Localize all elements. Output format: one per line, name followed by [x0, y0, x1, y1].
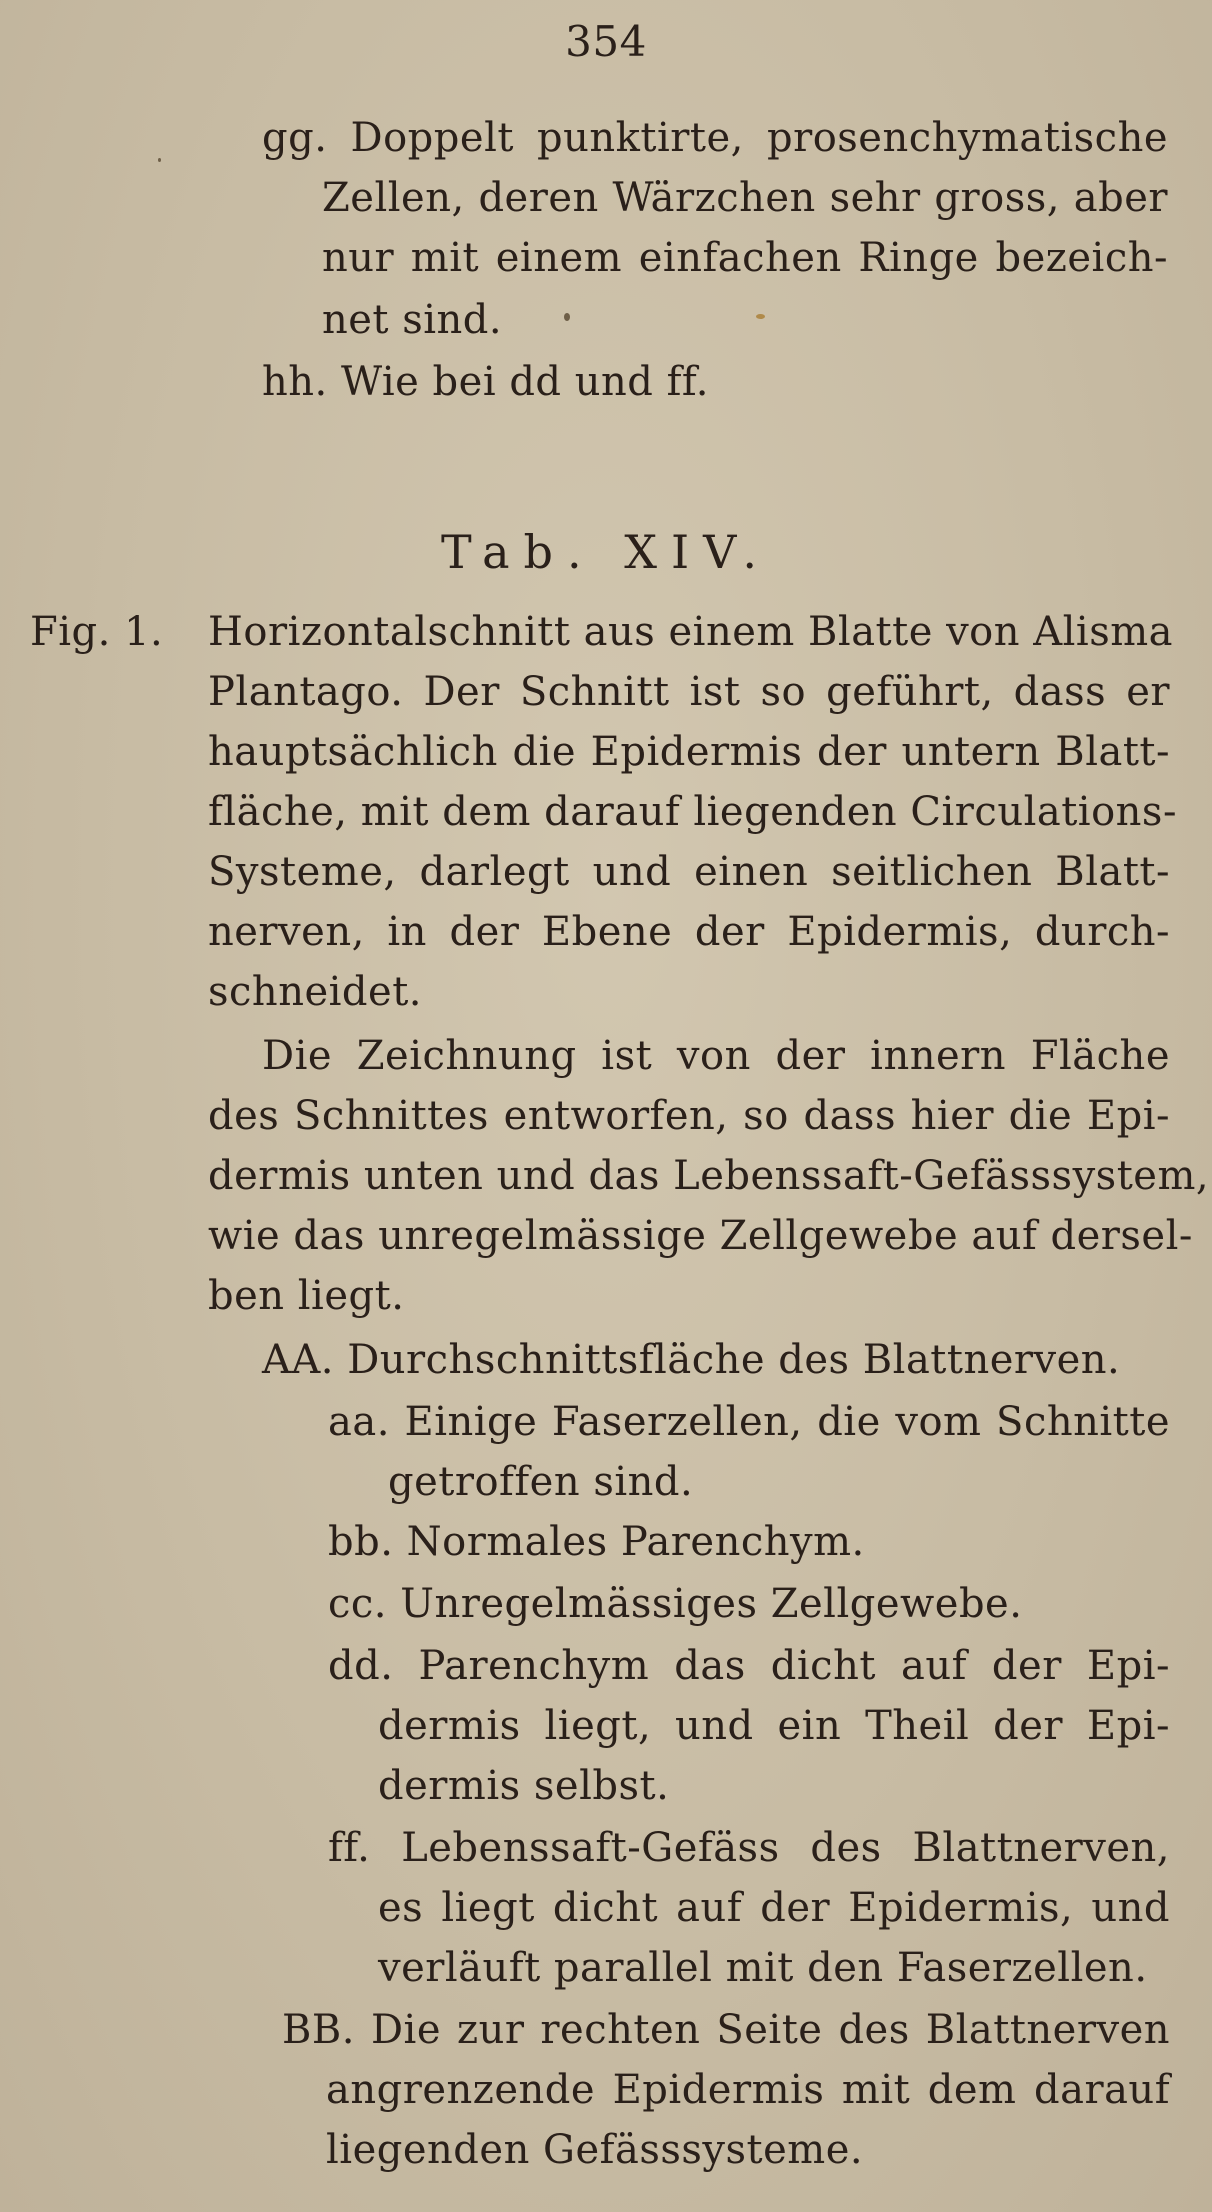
figure-label: Fig. 1.	[30, 609, 164, 655]
text-line: getroffen sind.	[388, 1459, 694, 1505]
text-line: verläuft parallel mit den Faserzellen.	[378, 1945, 1148, 1991]
text-line: aa. Einige Faserzellen, die vom Schnitte	[328, 1399, 1170, 1445]
text-line: hh. Wie bei dd und ff.	[262, 359, 709, 405]
text-line: Systeme, darlegt und einen seitlichen Blatt-	[208, 849, 1170, 895]
text-line: es liegt dicht auf der Epidermis, und	[378, 1885, 1170, 1931]
page-number: 354	[565, 17, 647, 66]
text-line: wie das unregelmässige Zellgewebe auf dersel-	[208, 1213, 1193, 1259]
text-line: AA. Durchschnittsfläche des Blattnerven.	[262, 1337, 1121, 1383]
text-line: dd. Parenchym das dicht auf der Epi-	[328, 1643, 1170, 1689]
text-line: angrenzende Epidermis mit dem darauf	[326, 2067, 1170, 2113]
text-line: BB. Die zur rechten Seite des Blattnerven	[282, 2007, 1170, 2053]
ink-speck	[158, 158, 161, 162]
text-line: ff. Lebenssaft-Gefäss des Blattnerven,	[328, 1825, 1170, 1871]
text-line: Horizontalschnitt aus einem Blatte von Alisma	[208, 609, 1174, 655]
text-line: Zellen, deren Wärzchen sehr gross, aber	[322, 175, 1168, 221]
text-line: nerven, in der Ebene der Epidermis, durch-	[208, 909, 1170, 955]
text-line: gg. Doppelt punktirte, prosenchymatische	[262, 115, 1168, 161]
text-line: dermis unten und das Lebenssaft-Gefässsystem,	[208, 1153, 1210, 1199]
text-line: des Schnittes entworfen, so dass hier die Epi-	[208, 1093, 1170, 1139]
text-line: fläche, mit dem darauf liegenden Circulations-	[208, 789, 1177, 835]
text-line: Plantago. Der Schnitt ist so geführt, dass er	[208, 669, 1170, 715]
text-line: Die Zeichnung ist von der innern Fläche	[262, 1033, 1170, 1079]
text-line: nur mit einem einfachen Ringe bezeich-	[322, 235, 1168, 281]
ink-speck	[756, 314, 765, 319]
section-heading: Tab. XIV.	[441, 525, 771, 579]
text-line: ben liegt.	[208, 1273, 405, 1319]
text-line: schneidet.	[208, 969, 422, 1015]
ink-speck	[564, 313, 570, 321]
text-line: net sind.	[322, 297, 503, 343]
text-line: hauptsächlich die Epidermis der untern Blatt-	[208, 729, 1170, 775]
text-line: cc. Unregelmässiges Zellgewebe.	[328, 1581, 1023, 1627]
text-line: dermis selbst.	[378, 1763, 670, 1809]
text-line: dermis liegt, und ein Theil der Epi-	[378, 1703, 1170, 1749]
text-line: liegenden Gefässsysteme.	[326, 2127, 864, 2173]
text-line: bb. Normales Parenchym.	[328, 1519, 865, 1565]
